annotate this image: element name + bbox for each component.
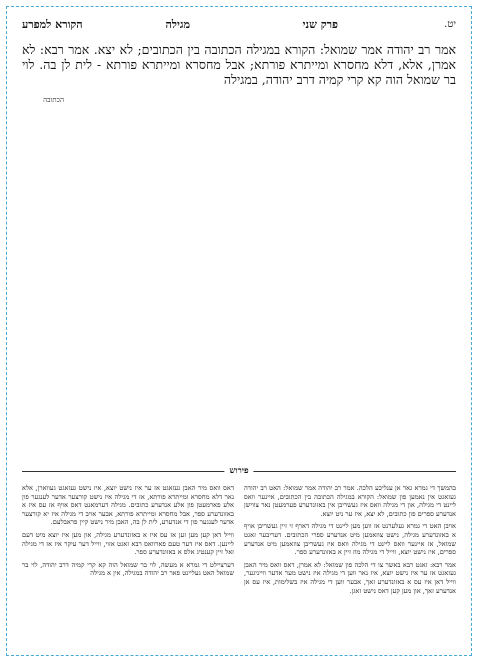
commentary-columns — [22, 484, 456, 648]
running-head: הקורא למפרע — [22, 18, 83, 31]
folio-number: יט. — [444, 19, 456, 30]
commentary-paragraph: אויבן האט די גמרא געלערנט אז ווען מען ליינט די מגילה דארף זי זיין געשריבן אויף א באזונדערע מגילה, נישט צוזאמען מיט אנדערע ספרי הכתובים. דעריבער זאגט שמואל, אז איינער וואס ליינט די מגילה וואס איז געשריבן צוזאמען מיט אנדערע ספרים, איז נישט יוצא, ווייל די מגילה מוז זיין א באזונדערע ספר. — [244, 522, 456, 557]
commentary-heading: פירוש — [224, 465, 253, 476]
document-page — [22, 18, 456, 648]
gemara-text: אמר רב יהודה אמר שמואל: הקורא במגילה הכתובה בין הכתובים; לא יצא. אמר רבא: לא אמרן, אלא, דלא מחסרא ומייתרא פורתא; אבל מחסרא ומייתרא פורתא - לית לן בה. לוי בר שמואל הוה קא קרי קמיה דרב יהודה, במגילה — [22, 42, 456, 87]
commentary-paragraph: דאס וואס מיר האבן געזאגט אז ער איז נישט יוצא, איז נישט געזאגט געווארן, אלא נאר דלא מחסרא ומייתרא פורתא, אז די מגילה איז נישט קורצער אדער לענגער פון אלע פארמעטן פון אלע אנדערע כתובים. מגילה דערמאנט דאס אויף אז עס איז א באזונדערע ספר, אבל מחסרא ומייתרא פורתא, אבער אויב די מגילה איז יא קורצער אדער לענגער פון די אנדערע, לית לן בה, האבן מיר נישט קיין פראבלעם. — [22, 484, 234, 527]
tractate-title: מגילה — [165, 18, 190, 31]
commentary-divider — [22, 466, 456, 476]
commentary-paragraph: ווייל דאן קען מען זען אז עס איז א באזונדערע מגילה, און מען איז יוצא מיט דעם ליינען. דאס איז דער טעם פארוואס רבא זאגט אזוי, ווייל דער עיקר איז אז די מגילה זאל זיין קענטיג אלס א באזונדערע ספר. — [22, 530, 234, 557]
chapter-title: פרק שני — [302, 18, 338, 31]
commentary-left-column — [22, 484, 234, 648]
catchword: הכתובה — [43, 96, 64, 104]
commentary-paragraph: דערציילט די גמרא א מעשה, לוי בר שמואל הוה קא קרי קמיה דרב יהודה, לוי בר שמואל האט געליינט פאר רב יהודה במגילה, אין א מגילה — [22, 560, 234, 578]
commentary-paragraph: אמר רבא: זאגט רבא באשר צו די הלכה פון שמואל: לא אמרן, דאס וואס מיר האבן געזאגט אז ער איז נישט יוצא, איז נאר ווען די מגילה איז נישט מער אדער ווייניגער, ווייל דאן איז עס א באזונדערע זאך, אבער ווען די מגילה איז בשלימות, איז עס אן אנדערע זאך, און מען קען דאס נישט זאגן. — [244, 560, 456, 595]
commentary-paragraph: בהמשך די גמרא גאר אן ענליכע הלכה. אמר רב יהודה אמר שמואל: האט רב יהודה געזאגט אין נאמען פון שמואל: הקורא במגילה הכתובה בין הכתובים, איינער וואס ליינט די מגילה, און די מגילה וואס איז געשריבן אין באזונדערע פערמעטן נאר צווישן אנדערע ספרים פון כתובים, לא יצא, איז ער ניט יוצא. — [244, 484, 456, 518]
commentary-right-column — [244, 484, 456, 648]
page-header — [22, 18, 456, 36]
